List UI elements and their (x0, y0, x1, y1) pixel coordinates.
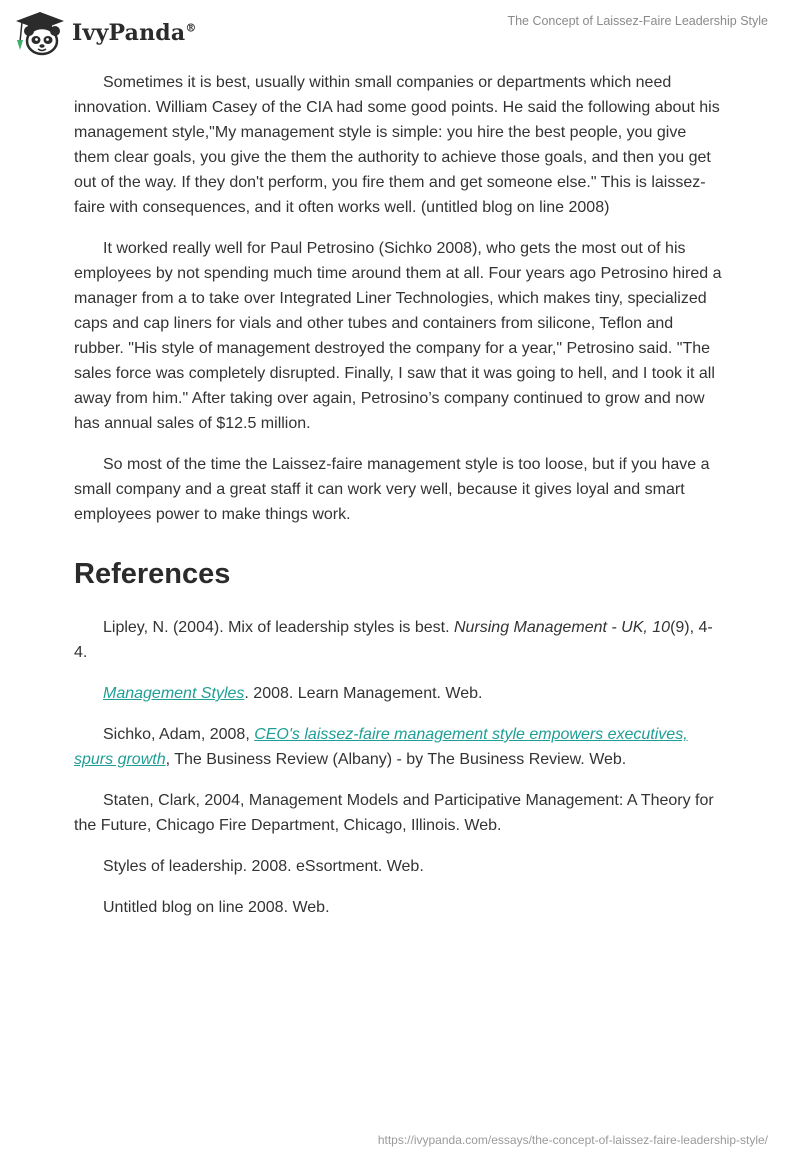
references-heading: References (74, 558, 231, 590)
ivypanda-logo[interactable] (14, 8, 197, 58)
journal-title: Nursing Management - UK, 10 (453, 619, 671, 636)
page-header (0, 0, 800, 60)
document-title: The Concept of Laissez-Faire Leadership Style (507, 14, 768, 28)
reference-item: Styles of leadership. 2008. eSsortment. Web. (103, 858, 424, 875)
source-url[interactable]: https://ivypanda.com/essays/the-concept-of-laissez-faire-leadership-style/ (377, 1133, 768, 1147)
essay-content (74, 70, 726, 936)
panda-graduation-cap-icon (14, 10, 66, 56)
reference-item: Untitled blog on line 2008. Web. (103, 899, 330, 916)
body-paragraph: Sometimes it is best, usually within small companies or departments which need innovation. William Casey of the CIA had some good points. He said the following about his management style,"My management style is simple: you hire the best people, you give them clear goals, you give the them the authority to achieve those goals, and then you get out of the way. If they don't perform, you fire them and get someone else." This is laissez-faire with consequences, and it often works well. (untitled blog on line 2008) (74, 74, 720, 216)
reference-item: Management Styles. 2008. Learn Management. Web. (103, 685, 483, 702)
body-paragraph: It worked really well for Paul Petrosino (Sichko 2008), who gets the most out of his employees by not spending much time around them at all. Four years ago Petrosino hired a manager from a to take over Integrated Liner Technologies, which makes tiny, specialized caps and cap liners for vials and other tubes and containers from silicone, Teflon and rubber. "His style of management destroyed the company for a year," Petrosino said. "The sales force was completely disrupted. Finally, I saw that it was going to hell, and I took it all away from him." After taking over again, Petrosino’s company continued to grow and now has annual sales of $12.5 million. (74, 240, 722, 432)
reference-item: Staten, Clark, 2004, Management Models and Participative Management: A Theory for the Future, Chicago Fire Department, Chicago, Illinois. Web. (74, 792, 714, 834)
reference-item: Sichko, Adam, 2008, CEO's laissez-faire management style empowers executives, spurs growth, The Business Review (Albany) - by The Business Review. Web. (74, 726, 688, 768)
logo-wordmark: IvyPanda® (72, 20, 197, 46)
management-styles-link[interactable]: Management Styles (103, 685, 245, 702)
reference-item: Lipley, N. (2004). Mix of leadership styles is best. Nursing Management - UK, 10(9), 4-4. (74, 619, 713, 661)
body-paragraph: So most of the time the Laissez-faire management style is too loose, but if you have a small company and a great staff it can work very well, because it gives loyal and smart employees power to make things work. (74, 456, 710, 523)
sichko-article-link[interactable]: CEO's laissez-faire management style empowers executives, spurs growth (74, 726, 688, 768)
